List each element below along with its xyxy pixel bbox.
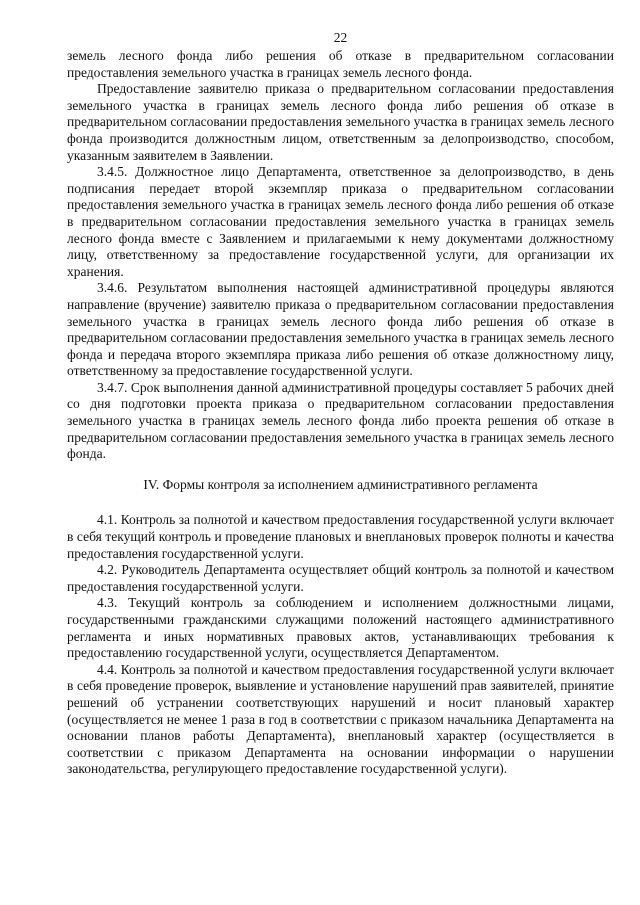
paragraph-3-4-6: 3.4.6. Результатом выполнения настоящей административной процедуры являются направление (вручение) заявителю приказа о предварительном согласовании предоставления земельного участка в границах земель лесного фонда либо решения об отказе в предварительном согласовании предоставления земельного участка в границах земель лесного фонда и передача второго экземпляра приказа либо решения об отказе должностному лицу, ответственному за предоставление государственной услуги. bbox=[67, 280, 614, 379]
paragraph-3-4-7: 3.4.7. Срок выполнения данной административной процедуры составляет 5 рабочих дней со дня подготовки проекта приказа о предварительном согласовании предоставления земельного участка в границах земель лесного фонда либо проекта решения об отказе в предварительном согласовании предоставления земельного участка в границах земель лесного фонда. bbox=[67, 379, 614, 462]
paragraph-continuation: земель лесного фонда либо решения об отказе в предварительном согласовании предоставления земельного участка в границах земель лесного фонда. bbox=[67, 48, 614, 80]
paragraph-delivery-to-applicant: Предоставление заявителю приказа о предварительном согласовании предоставления земельного участка в границах земель лесного фонда либо решения об отказе в предварительном согласовании предоставления земельного участка в границах земель лесного фонда производится должностным лицом, ответственным за делопроизводство, способом, указанным заявителем в Заявлении. bbox=[67, 81, 614, 163]
page-number: 22 bbox=[333, 30, 348, 45]
paragraph-4-1: 4.1. Контроль за полнотой и качеством предоставления государственной услуги включает в себя текущий контроль и проведение плановых и внеплановых проверок полноты и качества предоставления государственной услуги. bbox=[67, 512, 614, 561]
paragraph-4-3: 4.3. Текущий контроль за соблюдением и исполнением должностными лицами, государственными гражданскими служащими положений настоящего административного регламента и иных нормативных правовых актов, устанавливающих требования к предоставлению государственной услуги, осуществляется Департаментом. bbox=[67, 595, 614, 661]
section-heading-iv: IV. Формы контроля за исполнением административного регламента bbox=[143, 476, 538, 492]
paragraph-4-4: 4.4. Контроль за полнотой и качеством предоставления государственной услуги включает в себя проведение проверок, выявление и установление нарушений прав заявителей, принятие решений об устранении соответствующих нарушений и носит плановый характер (осуществляется не менее 1 раза в год в соответствии с приказом начальника Департамента на основании планов работы Департамента), внеплановый характер (осуществляется в соответствии с приказом Департамента на основании информации о нарушении законодательства, регулирующего предоставление государственной услуги). bbox=[67, 661, 614, 777]
paragraph-4-2: 4.2. Руководитель Департамента осуществляет общий контроль за полнотой и качеством предоставления государственной услуги. bbox=[67, 562, 614, 594]
paragraph-3-4-5: 3.4.5. Должностное лицо Департамента, ответственное за делопроизводство, в день подписания передает второй экземпляр приказа о предварительном согласовании предоставления земельного участка в границах земель лесного фонда либо решения об отказе в предварительном согласовании предоставления земельного участка в границах земель лесного фонда вместе с Заявлением и прилагаемыми к нему документами должностному лицу, ответственному за предоставление государственной услуги, для организации их хранения. bbox=[67, 164, 614, 279]
